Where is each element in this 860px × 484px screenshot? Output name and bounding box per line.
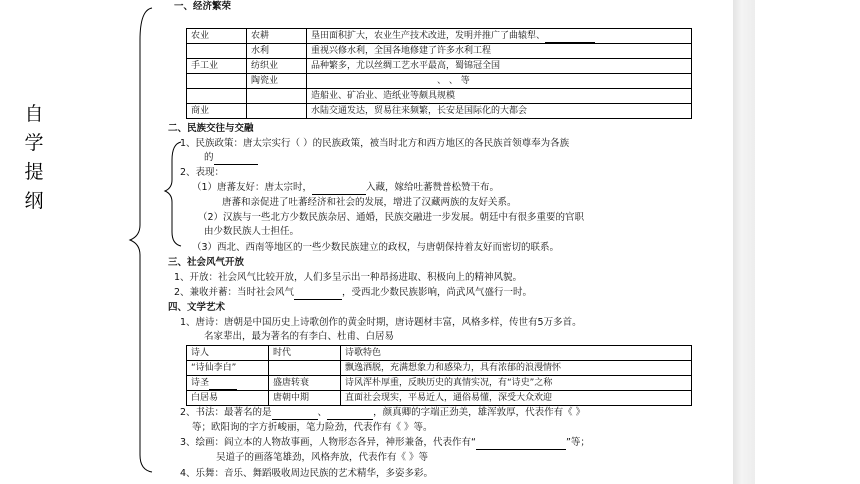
table-cell: 纺织业 xyxy=(247,59,307,74)
table-row xyxy=(187,74,692,89)
tang-tibet-effect: 唐蕃和亲促进了吐蕃经济和社会的发展，增进了汉藏两族的友好关系。 xyxy=(222,197,517,208)
table-cell: 水陆交通发达，贸易往来频繁，长安是国际化的大都会 xyxy=(307,104,692,119)
table-cell: 重视兴修水利，全国各地修建了许多水利工程 xyxy=(307,44,692,59)
table-row xyxy=(187,59,692,74)
table-cell: 唐朝中期 xyxy=(269,391,341,406)
calligraphy-line: 2、书法：最著名的是 、 ，颜真卿的字端正劲美，雄浑敦厚，代表作有《 》 xyxy=(180,407,586,418)
table-cell: 品种繁多，尤以丝绸工艺水平最高，蜀锦冠全国 xyxy=(307,59,692,74)
table-cell: 商业 xyxy=(187,104,247,119)
table-row xyxy=(187,44,692,59)
painting-line-cont: 吴道子的画落笔雄劲，风格奔放，代表作有《 》等 xyxy=(216,452,429,463)
ethnic-fusion-line: （2）汉族与一些北方少数民族杂居、通婚，民族交融进一步发展。朝廷中有很多重要的官职 xyxy=(198,212,585,223)
table-row xyxy=(187,89,692,104)
poetry-line-cont: 名家辈出，最为著名的有李白、杜甫、白居易 xyxy=(204,331,395,342)
table-cell xyxy=(269,361,341,376)
side-label-char: 自 xyxy=(24,103,44,125)
table-cell: 垦田面积扩大，农业生产技术改进，发明并推广了曲辕犁、 xyxy=(307,29,692,44)
table-cell: 陶瓷业 xyxy=(247,74,307,89)
table-row xyxy=(187,104,692,119)
scrollbar[interactable] xyxy=(733,0,755,484)
openness-line: 1、开放：社会风气比较开放，人们多呈示出一种昂扬进取、积极向上的精神风貌。 xyxy=(174,272,523,283)
poets-table xyxy=(186,345,692,406)
table-cell xyxy=(187,89,247,104)
side-label-char: 学 xyxy=(24,132,44,154)
table-cell: 农耕 xyxy=(247,29,307,44)
music-dance-line: 4、乐舞：音乐、舞蹈吸收周边民族的艺术精华，多姿多彩。 xyxy=(180,468,434,479)
table-cell xyxy=(247,104,307,119)
table-cell xyxy=(187,44,247,59)
inclusive-line: 2、兼收并蓄：当时社会风气 ，受西北少数民族影响，尚武风气盛行一时。 xyxy=(174,287,533,298)
outer-brace xyxy=(130,8,152,472)
regimes-line: （3）西北、西南等地区的一些少数民族建立的政权，与唐朝保持着友好而密切的联系。 xyxy=(192,242,560,253)
inner-brace xyxy=(165,142,181,246)
painting-line: 3、绘画：阎立本的人物故事画，人物形态各异，神形兼备，代表作有“ ”等； xyxy=(180,437,590,448)
table-header-row xyxy=(187,346,692,361)
column-header: 诗歌特色 xyxy=(341,346,692,361)
table-cell: 农业 xyxy=(187,29,247,44)
tang-tibet-line: （1）唐蕃友好：唐太宗时， 入藏，嫁给吐蕃赞普松赞干布。 xyxy=(192,182,500,193)
manifestation-title: 2、表现： xyxy=(180,167,225,178)
economy-table xyxy=(186,28,692,119)
policy-line: 1、民族政策：唐太宗实行（ ）的民族政策，被当时北方和西方地区的各民族首领尊奉为各族 xyxy=(180,138,570,149)
column-header: 诗人 xyxy=(187,346,269,361)
calligraphy-line-cont: 等；欧阳询的字方折峻丽，笔力险劲，代表作有《 》等。 xyxy=(192,422,433,433)
table-cell: 诗风浑朴厚重，反映历史的真情实况，有“诗史”之称 xyxy=(341,376,692,391)
side-label-char: 纲 xyxy=(24,190,44,212)
table-cell xyxy=(187,74,247,89)
table-cell: 盛唐转衰 xyxy=(269,376,341,391)
ethnic-fusion-cont: 由少数民族人士担任。 xyxy=(204,226,300,237)
section-3-title: 三、社会风气开放 xyxy=(168,257,245,268)
section-4-title: 四、文学艺术 xyxy=(168,302,226,313)
table-cell: 手工业 xyxy=(187,59,247,74)
table-row xyxy=(187,29,692,44)
table-cell: 诗圣 xyxy=(187,376,269,391)
table-row xyxy=(187,376,692,391)
side-label-char: 提 xyxy=(24,161,44,183)
table-cell: 水利 xyxy=(247,44,307,59)
column-header: 时代 xyxy=(269,346,341,361)
table-row xyxy=(187,391,692,406)
table-cell: 飘逸洒脱，充满想象力和感染力，具有浓郁的浪漫情怀 xyxy=(341,361,692,376)
table-cell: 直面社会现实，平易近人，通俗易懂，深受大众欢迎 xyxy=(341,391,692,406)
poetry-line: 1、唐诗：唐朝是中国历史上诗歌创作的黄金时期，唐诗题材丰富，风格多样，传世有5万多首。 xyxy=(180,317,582,328)
table-cell: 、 、 等 xyxy=(307,74,692,89)
table-cell: 白居易 xyxy=(187,391,269,406)
policy-line-cont: 的 xyxy=(204,151,258,165)
table-cell: 造船业、矿冶业、造纸业等颇具规模 xyxy=(307,89,692,104)
section-2-title: 二、民族交往与交融 xyxy=(168,123,254,134)
table-row xyxy=(187,361,692,376)
section-1-title: 一、经济繁荣 xyxy=(174,1,232,12)
table-cell xyxy=(247,89,307,104)
table-cell: “诗仙李白” xyxy=(187,361,269,376)
